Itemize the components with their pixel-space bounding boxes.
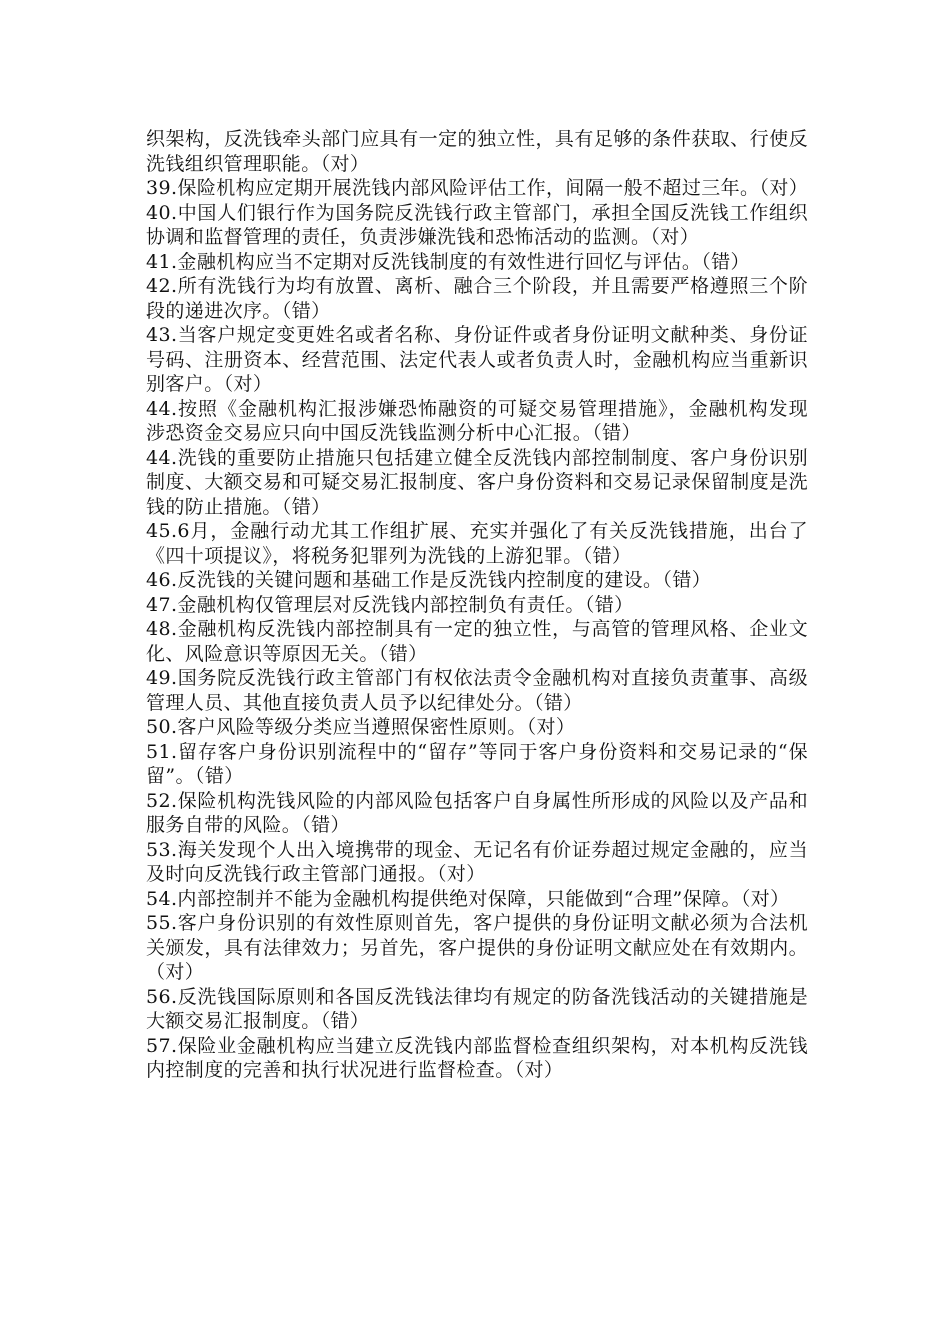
- question-item: 52.保险机构洗钱风险的内部风险包括客户自身属性所形成的风险以及产品和服务自带的风险。（错）: [146, 789, 808, 836]
- question-item: 53.海关发现个人出入境携带的现金、无记名有价证券超过规定金融的，应当及时向反洗钱行政主管部门通报。（对）: [146, 838, 808, 885]
- question-item: 织架构，反洗钱牵头部门应具有一定的独立性，具有足够的条件获取、行使反洗钱组织管理职能。（对）: [146, 128, 808, 175]
- question-item: 49.国务院反洗钱行政主管部门有权依法责令金融机构对直接负责董事、高级管理人员、其他直接负责人员予以纪律处分。（错）: [146, 667, 808, 714]
- question-item: 51.留存客户身份识别流程中的“留存”等同于客户身份资料和交易记录的“保留”。（错）: [146, 740, 808, 787]
- question-item: 42.所有洗钱行为均有放置、离析、融合三个阶段，并且需要严格遵照三个阶段的递进次序。（错）: [146, 275, 808, 322]
- question-item: 40.中国人们银行作为国务院反洗钱行政主管部门，承担全国反洗钱工作组织协调和监督管理的责任，负责涉嫌洗钱和恐怖活动的监测。（对）: [146, 201, 808, 248]
- question-item: 56.反洗钱国际原则和各国反洗钱法律均有规定的防备洗钱活动的关键措施是大额交易汇报制度。（错）: [146, 985, 808, 1032]
- question-item: 46.反洗钱的关键问题和基础工作是反洗钱内控制度的建设。（错）: [146, 569, 712, 591]
- question-item: 44.按照《金融机构汇报涉嫌恐怖融资的可疑交易管理措施》，金融机构发现涉恐资金交易应只向中国反洗钱监测分析中心汇报。（错）: [146, 397, 808, 444]
- question-item: 54.内部控制并不能为金融机构提供绝对保障，只能做到“合理”保障。（对）: [146, 887, 790, 910]
- question-item: 47.金融机构仅管理层对反洗钱内部控制负有责任。（错）: [146, 593, 634, 616]
- document-body: [146, 127, 808, 1083]
- question-item: 55.客户身份识别的有效性原则首先，客户提供的身份证明文献必须为合法机关颁发，具有法律效力；另首先，客户提供的身份证明文献应处在有效期内。（对）: [146, 912, 808, 983]
- question-item: 41.金融机构应当不定期对反洗钱制度的有效性进行回忆与评估。（错）: [146, 250, 750, 273]
- question-item: 45.6月，金融行动尤其工作组扩展、充实并强化了有关反洗钱措施，出台了《四十项提议》，将税务犯罪列为洗钱的上游犯罪。（错）: [146, 520, 808, 567]
- question-item: 57.保险业金融机构应当建立反洗钱内部监督检查组织架构，对本机构反洗钱内控制度的完善和执行状况进行监督检查。（对）: [146, 1034, 808, 1081]
- question-item: 50.客户风险等级分类应当遵照保密性原则。（对）: [146, 716, 576, 738]
- question-item: 43.当客户规定变更姓名或者名称、身份证件或者身份证明文献种类、身份证号码、注册资本、经营范围、法定代表人或者负责人时，金融机构应当重新识别客户。（对）: [146, 324, 808, 395]
- question-item: 39.保险机构应定期开展洗钱内部风险评估工作，间隔一般不超过三年。（对）: [146, 177, 809, 199]
- question-item: 44.洗钱的重要防止措施只包括建立健全反洗钱内部控制制度、客户身份识别制度、大额交易和可疑交易汇报制度、客户身份资料和交易记录保留制度是洗钱的防止措施。（错）: [146, 446, 808, 518]
- question-item: 48.金融机构反洗钱内部控制具有一定的独立性，与高管的管理风格、企业文化、风险意识等原因无关。（错）: [146, 618, 808, 665]
